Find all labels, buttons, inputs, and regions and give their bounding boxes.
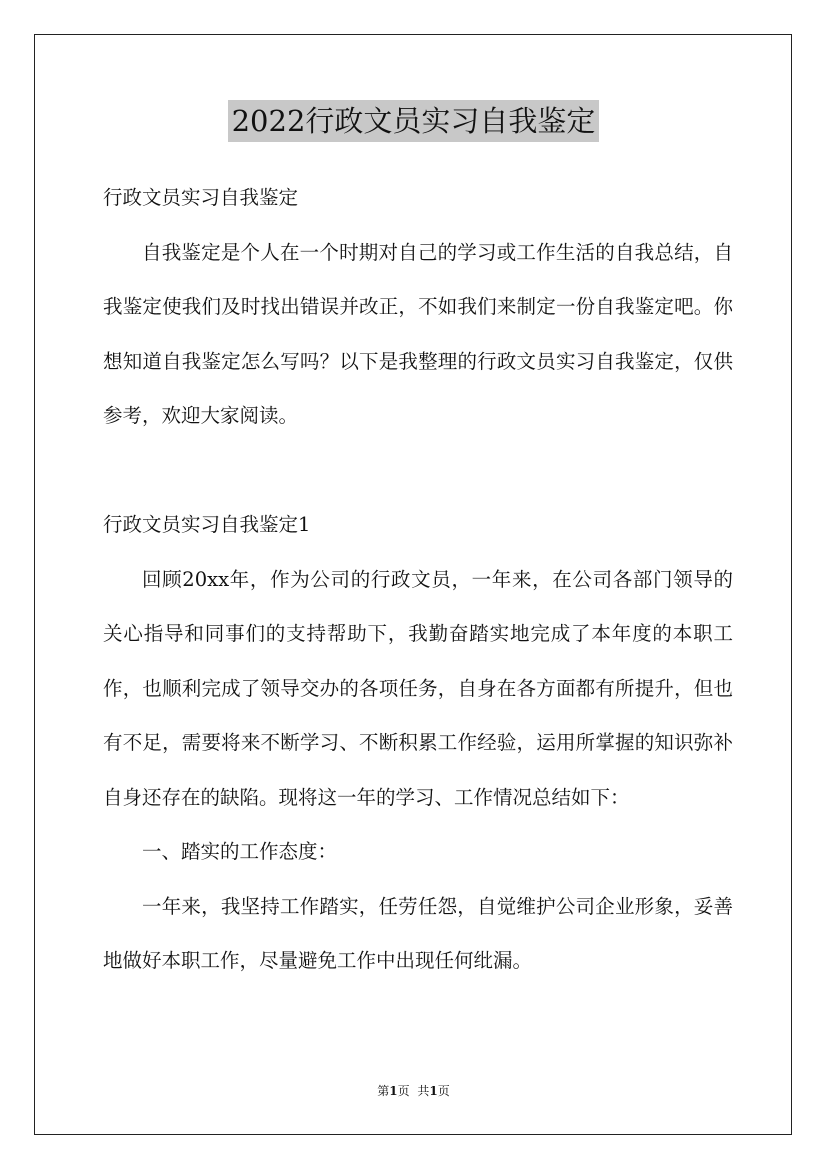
page-suffix: 页 bbox=[397, 1084, 410, 1098]
document-title: 2022行政文员实习自我鉴定 bbox=[228, 100, 600, 142]
page-total: 1 bbox=[429, 1084, 438, 1098]
body-paragraph: 一年来，我坚持工作踏实，任劳任怨，自觉维护公司企业形象，妥善地做好本职工作，尽量避免工作中出现任何纰漏。 bbox=[103, 894, 733, 972]
section-heading: 行政文员实习自我鉴定1 bbox=[103, 513, 311, 536]
page-current: 1 bbox=[389, 1084, 398, 1098]
page-footer bbox=[0, 1083, 827, 1099]
title-container bbox=[0, 100, 827, 142]
page-prefix: 第 bbox=[377, 1084, 390, 1098]
subheading: 一、踏实的工作态度： bbox=[142, 840, 338, 863]
blank-line bbox=[103, 444, 733, 499]
section-heading: 行政文员实习自我鉴定 bbox=[103, 186, 299, 209]
body-paragraph: 回顾20xx年，作为公司的行政文员，一年来，在公司各部门领导的关心指导和同事们的支持帮助下，我勤奋踏实地完成了本年度的本职工作，也顺利完成了领导交办的各项任务，自身在各方面都有所提升，但也有不足，需要将来不断学习、不断积累工作经验，运用所掌握的知识弥补自身还存在的缺陷。现将这一年的学习、工作情况总结如下： bbox=[103, 567, 733, 809]
total-prefix: 共 bbox=[417, 1084, 430, 1098]
document-body bbox=[103, 171, 733, 989]
total-suffix: 页 bbox=[437, 1084, 450, 1098]
intro-paragraph: 自我鉴定是个人在一个时期对自己的学习或工作生活的自我总结，自我鉴定使我们及时找出错误并改正，不如我们来制定一份自我鉴定吧。你想知道自我鉴定怎么写吗？以下是我整理的行政文员实习自我鉴定，仅供参考，欢迎大家阅读。 bbox=[103, 240, 733, 427]
